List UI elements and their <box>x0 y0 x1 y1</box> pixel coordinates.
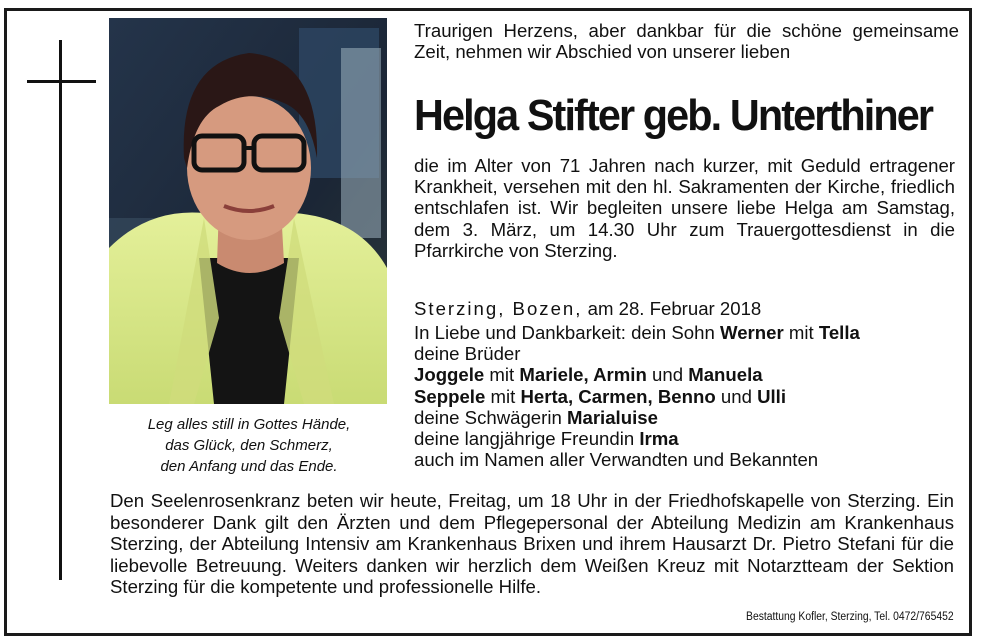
deceased-name: Helga Stifter geb. Unterthiner <box>414 91 933 140</box>
place-cities: Sterzing, Bozen, <box>414 298 583 319</box>
signer-line-son: In Liebe und Dankbarkeit: dein Sohn Werner mit Tella <box>414 322 860 343</box>
signer-line-relatives: auch im Namen aller Verwandten und Bekannten <box>414 449 819 471</box>
verse-line: den Anfang und das Ende. <box>160 458 338 475</box>
cross-icon <box>59 40 62 580</box>
place-date-line <box>414 298 761 319</box>
verse-line: das Glück, den Schmerz, <box>165 437 333 454</box>
portrait-photo <box>109 18 387 404</box>
signers-block <box>414 322 959 470</box>
memorial-verse <box>110 414 388 477</box>
signer-line-brother-1: Joggele mit Mariele, Armin und Manuela <box>414 364 763 386</box>
undertaker-credit: Bestattung Kofler, Sterzing, Tel. 0472/765452 <box>746 611 954 623</box>
cross-icon-bar <box>27 80 96 83</box>
signer-line-friend: deine langjährige Freundin Irma <box>414 428 679 450</box>
notice-date: am 28. Februar 2018 <box>587 298 762 319</box>
signer-line-brothers-label: deine Brüder <box>414 343 521 365</box>
signer-line-sister: deine Schwägerin Marialuise <box>414 406 658 428</box>
intro-text: Traurigen Herzens, aber dankbar für die schöne gemeinsame Zeit, nehmen wir Abschied von unserer lieben <box>414 20 959 63</box>
signer-line-brother-2: Seppele mit Herta, Carmen, Benno und Ulli <box>414 385 787 407</box>
closing-text: Den Seelenrosenkranz beten wir heute, Freitag, um 18 Uhr in der Friedhofskapelle von Sterzing. Ein besonderer Dank gilt den Ärzten und dem Pflegepersonal der Abteilung Medizin am Krankenhaus Sterzing, der Abteilung Intensiv am Krankenhaus Brixen und ihrem Hausarzt Dr. Pietro Stefani für die liebevolle Betreuung. Weiters danken wir herzlich dem Weißen Kreuz mit Notarztteam der Sektion Sterzing für die kompetente und professionelle Hilfe. <box>110 490 954 597</box>
announcement-text: die im Alter von 71 Jahren nach kurzer, mit Geduld ertragener Krankheit, versehen mit den hl. Sakramenten der Kirche, friedlich entschlafen ist. Wir begleiten unsere liebe Helga am Samstag, dem 3. März, um 14.30 Uhr zum Trauergottesdienst in die Pfarrkirche von Sterzing. <box>414 155 955 261</box>
verse-line: Leg alles still in Gottes Hände, <box>147 416 351 433</box>
